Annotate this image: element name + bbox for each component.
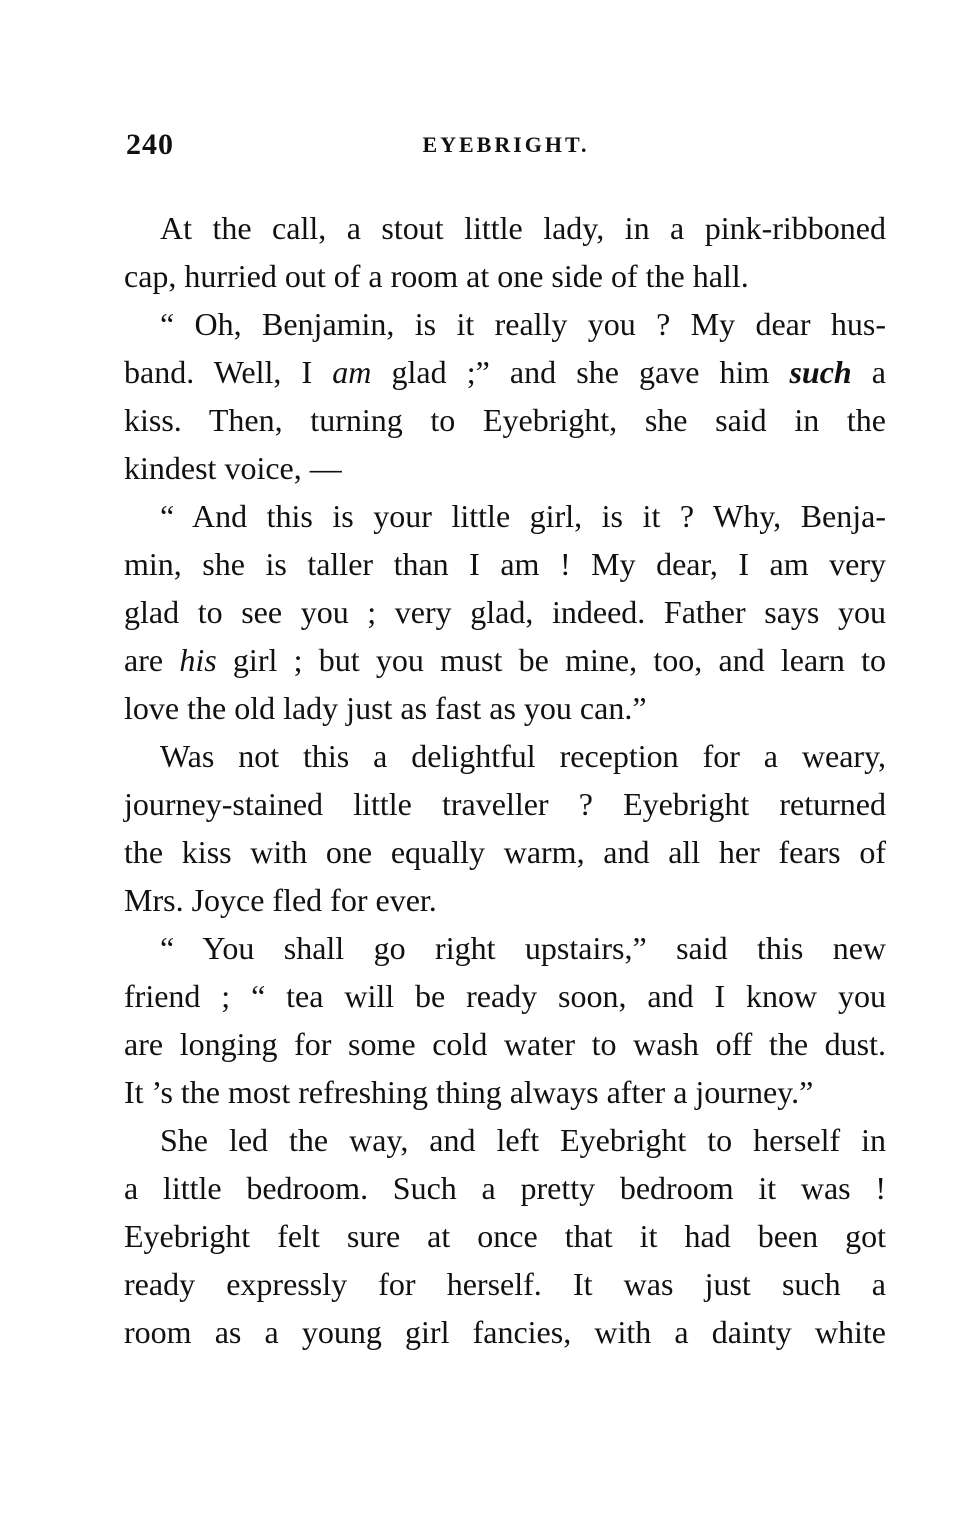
text-line: Was not this a delightful reception for a weary,	[160, 738, 886, 774]
text-line: room as a young girl fancies, with a dainty white	[124, 1314, 886, 1350]
text-line: Mrs. Joyce fled for ever.	[124, 882, 437, 918]
text-line: are longing for some cold water to wash off the dust.	[124, 1026, 886, 1062]
text-line: kiss. Then, turning to Eyebright, she said in the	[124, 402, 886, 438]
text-line: a little bedroom. Such a pretty bedroom it was !	[124, 1170, 886, 1206]
text-line: kindest voice, —	[124, 450, 342, 486]
text-line: It ’s the most refreshing thing always after a journey.”	[124, 1074, 814, 1110]
text-line: cap, hurried out of a room at one side of the hall.	[124, 258, 749, 294]
page-header	[126, 128, 886, 168]
text-line: the kiss with one equally warm, and all her fears of	[124, 834, 886, 870]
text-line: “ Oh, Benjamin, is it really you ? My dear hus-	[160, 306, 886, 342]
text-line: glad to see you ; very glad, indeed. Father says you	[124, 594, 886, 630]
text-line: love the old lady just as fast as you can.”	[124, 690, 647, 726]
text-line: are his girl ; but you must be mine, too, and learn to	[124, 642, 887, 678]
page-number: 240	[126, 128, 174, 161]
text-line: ready expressly for herself. It was just such a	[124, 1266, 886, 1302]
text-line: min, she is taller than I am ! My dear, I am very	[124, 546, 886, 582]
text-line: band. Well, I am glad ;” and she gave him such a	[124, 354, 887, 390]
text-line: friend ; “ tea will be ready soon, and I know you	[124, 978, 886, 1014]
text-line: She led the way, and left Eyebright to herself in	[160, 1122, 886, 1158]
text-line: At the call, a stout little lady, in a pink-ribboned	[160, 210, 886, 246]
text-line: “ You shall go right upstairs,” said this new	[160, 930, 886, 966]
text-line: Eyebright felt sure at once that it had been got	[124, 1218, 886, 1254]
body-text	[124, 204, 886, 1356]
running-title: EYEBRIGHT.	[422, 132, 590, 157]
text-line: journey-stained little traveller ? Eyebright returned	[124, 786, 886, 822]
text-line: “ And this is your little girl, is it ? Why, Benja-	[160, 498, 886, 534]
